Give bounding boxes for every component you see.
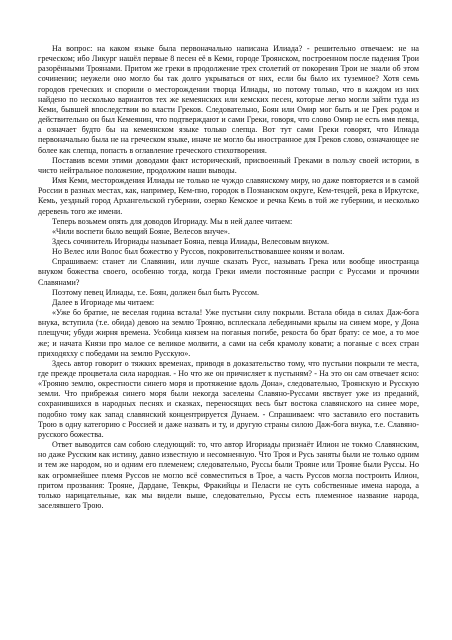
paragraph-3: Имя Кеми, месторождения Илиады не только не чуждо славянскому миру, но даже повторяется и в самой России в разных местах, как, например, Кем-пно, городок в Познанском округе, Кем-тендей, река в Иркутске, Кемь, уездный город Архангельской губернии, озерко Кемское и речка Кемь в той же губернии, и несколько деревень того же имени. (38, 176, 419, 216)
paragraph-1: На вопрос: на каком языке была первоначально написана Илиада? - решительно отвечаем: не на греческом; ибо Ликург нашёл первые 8 песен её в Кеми, городе Троянском, построенном после падения Трои разорёнными Троянами. Притом же греки в продолжение трех столетий от покорения Трои не знали об этом сочинении; неужели оно могло бы так долго укрываться от них, если бы было их туземное? Хотя семь городов греческих и спорили о месторождении творца Илиады, но потому только, что в каждом из них найдено по несколько вариантов тех же кемеянских или кемских песен, которые легко могли зайти туда из Кеми, бывшей впоследствии во власти Греков. Следовательно, Боян или Омир мог быть и не Грек родом и действительно он был Кемеянин, что подтверждают и сами Греки, говоря, что слово Омир не есть имя певца, а означает будто бы на кемеянском языке только слепца. Вот тут сами Греки говорят, что Илиада первоначально была не на греческом языке, иначе не могло бы иностранное для Греков слово, означающее не более как слепца, попасть в оглавление греческого стихотворения. (38, 44, 419, 155)
paragraph-10: Здесь автор говорит о тяжких временах, приводя в доказательство тому, что пустыни покрыли те места, где прежде процветала сила народная. - Но что же он причисляет к пустыням? - На это он сам отвечает ясно: «Трояню землю, окрестности синего моря и протяжение вдоль Дона», следовательно, Троянскую и Русскую земли. Что прибрежья синего моря были некогда заселены Славяно-Руссами явствует уже из преданий, сохранившихся в народных песнях и сказках, переносящих весь быт востока славянского на синее море, подобно тому как запад славянский концентрируется Дунаем. - Спрашиваем: что заставило его поставить Трою в одну категорию с Россией и даже назвать и ту, и другую страны силою Даж-бога внука, т.е. Славяно-русского божества. (38, 358, 419, 439)
paragraph-2: Поставив всеми этими доводами факт исторический, присвоенный Греками в пользу своей истории, в чисто нейтральное положение, продолжим наши выводы. (38, 155, 419, 175)
paragraph-7: Спрашиваем: станет ли Славянин, или лучше сказать Русс, называть Грека или вообще иностранца внуком божества своего, особенно тогда, когда Греки имели постоянные распри с Руссами и прочими Славянами? (38, 257, 419, 287)
paragraph-8: Поэтому певец Илиады, т.е. Боян, должен был быть Руссом. (52, 287, 259, 297)
paragraph-6: Но Велес или Волос был божество у Руссов, покровительствовавшее коням и волам. (52, 247, 345, 257)
quote-2: «Уже бо братие, не веселая година встала! Уже пустыни силу покрыли. Встала обида в силах Даж-бога внука, вступила (т.е. обида) девою на землю Трояню, всплескала лебедиными крылы на синем море, у Дона плещучи; убуди жирня времена. Усобица князем на поганыя погибе, рекоста бо брат брату: се мое, а то мое же; и начата Князи про малое се великое молвити, а сами на себя крамолу ковати; а поганые с всех стран приходяхху с победами на землю Русскую». (38, 308, 419, 358)
paragraph-11: Ответ выводится сам собою следующий: то, что автор Игориады признаёт Илион не токмо Славянским, но даже Русским как истину, давно известную и несомненную. Что Троя и Русь заняты были не только одним и тем же народом, но и одним его племенем; следовательно, Руссы были Трояне или Трояне были Руссы. Но как огромнейшее племя Руссов не могло всё совместиться в Трое, а часть Руссов могла построить Илион, притом прозвания: Трояне, Дардане, Тевкры, Фракийцы и Пеласги не суть собственные имена народа, а только нарицательные, как мы видели выше, следовательно, Руссы есть племенное название народа, заселявшего Трою. (38, 440, 419, 511)
paragraph-5: Здесь сочинитель Игориады называет Бояна, певца Илиады, Велесовым внуком. (52, 236, 329, 246)
paragraph-9: Далее в Игориаде мы читаем: (52, 297, 155, 307)
document-page (38, 44, 419, 511)
paragraph-4: Теперь возьмем опять для доводов Игориаду. Мы в ней далее читаем: (52, 216, 293, 226)
quote-1: «Чили воспети было вещий Бояне, Велесов внуче». (52, 226, 230, 236)
